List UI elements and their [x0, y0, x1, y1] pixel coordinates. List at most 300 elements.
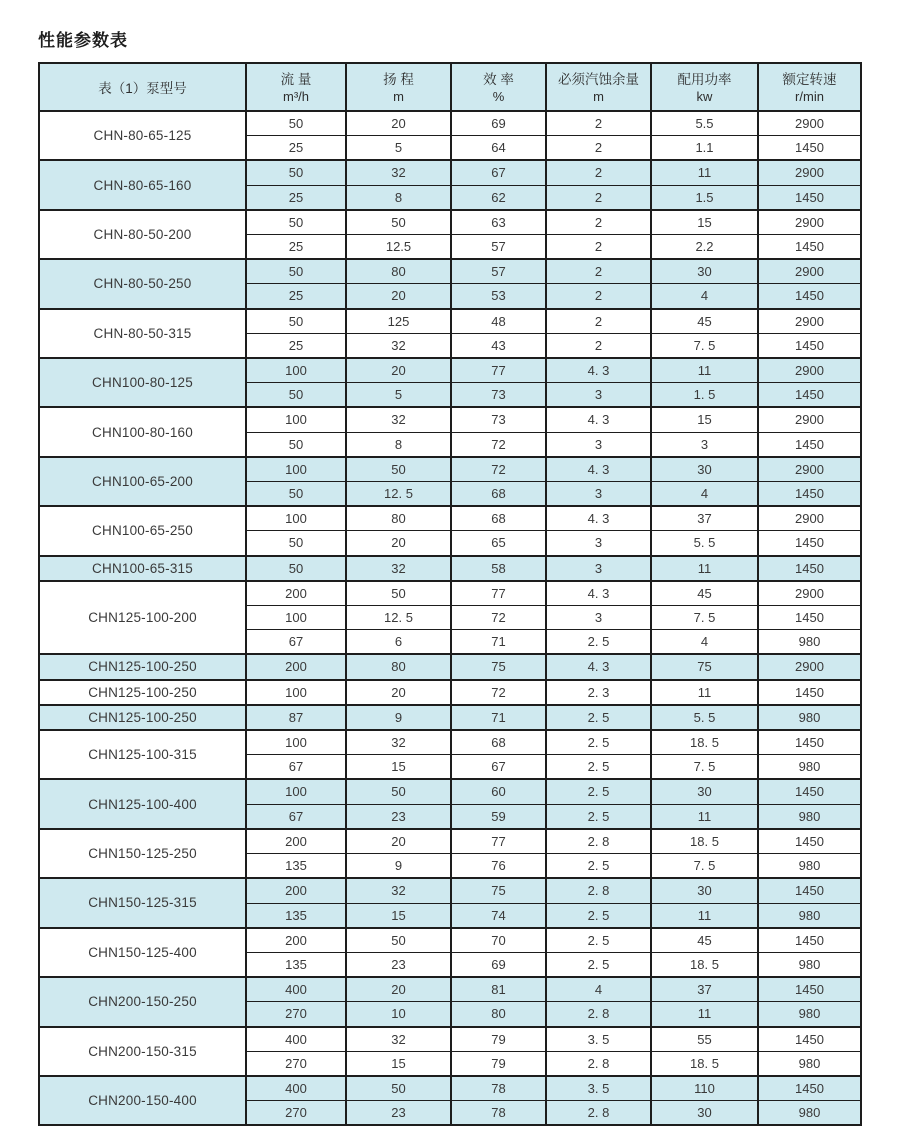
value-cell-efficiency_percent: 48	[451, 309, 546, 334]
value-cell-flow_m3_per_h: 25	[246, 136, 346, 161]
value-cell-npsh_required_m: 2. 5	[546, 903, 651, 928]
value-cell-head_m: 15	[346, 755, 451, 780]
value-cell-flow_m3_per_h: 100	[246, 779, 346, 804]
column-header-power	[651, 63, 758, 111]
value-cell-npsh_required_m: 3	[546, 531, 651, 556]
value-cell-power_kw: 45	[651, 581, 758, 606]
value-cell-rated_speed_r_per_min: 2900	[758, 111, 861, 136]
value-cell-flow_m3_per_h: 67	[246, 804, 346, 829]
value-cell-npsh_required_m: 2. 3	[546, 680, 651, 705]
pump-model-cell: CHN-80-50-200	[39, 210, 246, 259]
column-header-speed	[758, 63, 861, 111]
value-cell-rated_speed_r_per_min: 980	[758, 1051, 861, 1076]
value-cell-flow_m3_per_h: 50	[246, 111, 346, 136]
value-cell-flow_m3_per_h: 50	[246, 309, 346, 334]
value-cell-npsh_required_m: 2	[546, 111, 651, 136]
value-cell-rated_speed_r_per_min: 1450	[758, 383, 861, 408]
value-cell-rated_speed_r_per_min: 2900	[758, 407, 861, 432]
value-cell-power_kw: 18. 5	[651, 1051, 758, 1076]
value-cell-efficiency_percent: 77	[451, 581, 546, 606]
value-cell-npsh_required_m: 4. 3	[546, 457, 651, 482]
value-cell-head_m: 20	[346, 358, 451, 383]
value-cell-npsh_required_m: 3. 5	[546, 1027, 651, 1052]
column-name: 效 率	[483, 71, 514, 87]
value-cell-npsh_required_m: 2. 5	[546, 854, 651, 879]
value-cell-power_kw: 11	[651, 556, 758, 581]
value-cell-rated_speed_r_per_min: 1450	[758, 432, 861, 457]
value-cell-head_m: 12.5	[346, 235, 451, 260]
value-cell-flow_m3_per_h: 25	[246, 333, 346, 358]
column-header-flow	[246, 63, 346, 111]
value-cell-rated_speed_r_per_min: 1450	[758, 185, 861, 210]
table-row	[39, 457, 861, 482]
table-row	[39, 829, 861, 854]
value-cell-npsh_required_m: 2. 5	[546, 779, 651, 804]
value-cell-power_kw: 3	[651, 432, 758, 457]
value-cell-npsh_required_m: 2	[546, 333, 651, 358]
value-cell-rated_speed_r_per_min: 980	[758, 804, 861, 829]
value-cell-efficiency_percent: 62	[451, 185, 546, 210]
value-cell-npsh_required_m: 2	[546, 185, 651, 210]
value-cell-power_kw: 15	[651, 407, 758, 432]
value-cell-efficiency_percent: 63	[451, 210, 546, 235]
value-cell-flow_m3_per_h: 135	[246, 952, 346, 977]
pump-model-cell: CHN-80-65-160	[39, 160, 246, 209]
value-cell-rated_speed_r_per_min: 1450	[758, 531, 861, 556]
value-cell-rated_speed_r_per_min: 1450	[758, 136, 861, 161]
table-row	[39, 730, 861, 755]
value-cell-power_kw: 11	[651, 903, 758, 928]
pump-model-cell: CHN100-65-250	[39, 506, 246, 555]
value-cell-head_m: 23	[346, 804, 451, 829]
value-cell-npsh_required_m: 4	[546, 977, 651, 1002]
value-cell-head_m: 23	[346, 952, 451, 977]
value-cell-efficiency_percent: 71	[451, 705, 546, 730]
value-cell-head_m: 50	[346, 1076, 451, 1101]
value-cell-flow_m3_per_h: 100	[246, 680, 346, 705]
table-row	[39, 259, 861, 284]
value-cell-flow_m3_per_h: 100	[246, 457, 346, 482]
table-body	[39, 111, 861, 1125]
value-cell-npsh_required_m: 3	[546, 556, 651, 581]
value-cell-rated_speed_r_per_min: 1450	[758, 928, 861, 953]
value-cell-rated_speed_r_per_min: 1450	[758, 284, 861, 309]
value-cell-head_m: 80	[346, 506, 451, 531]
value-cell-head_m: 50	[346, 457, 451, 482]
value-cell-power_kw: 1. 5	[651, 383, 758, 408]
value-cell-rated_speed_r_per_min: 2900	[758, 160, 861, 185]
table-row	[39, 705, 861, 730]
value-cell-efficiency_percent: 71	[451, 630, 546, 655]
table-row	[39, 1076, 861, 1101]
value-cell-power_kw: 45	[651, 928, 758, 953]
value-cell-efficiency_percent: 53	[451, 284, 546, 309]
value-cell-rated_speed_r_per_min: 2900	[758, 654, 861, 679]
pump-model-cell: CHN-80-65-125	[39, 111, 246, 160]
column-name: 必须汽蚀余量	[558, 71, 639, 87]
table-row	[39, 111, 861, 136]
value-cell-npsh_required_m: 2. 5	[546, 804, 651, 829]
value-cell-rated_speed_r_per_min: 980	[758, 854, 861, 879]
pump-model-cell: CHN100-80-125	[39, 358, 246, 407]
pump-model-cell: CHN-80-50-315	[39, 309, 246, 358]
value-cell-power_kw: 30	[651, 1101, 758, 1126]
value-cell-npsh_required_m: 2	[546, 235, 651, 260]
value-cell-rated_speed_r_per_min: 2900	[758, 309, 861, 334]
value-cell-rated_speed_r_per_min: 1450	[758, 878, 861, 903]
value-cell-flow_m3_per_h: 270	[246, 1101, 346, 1126]
value-cell-rated_speed_r_per_min: 1450	[758, 779, 861, 804]
value-cell-flow_m3_per_h: 50	[246, 160, 346, 185]
value-cell-flow_m3_per_h: 400	[246, 977, 346, 1002]
value-cell-head_m: 32	[346, 333, 451, 358]
value-cell-efficiency_percent: 79	[451, 1051, 546, 1076]
value-cell-rated_speed_r_per_min: 2900	[758, 581, 861, 606]
value-cell-efficiency_percent: 73	[451, 407, 546, 432]
value-cell-efficiency_percent: 72	[451, 457, 546, 482]
value-cell-flow_m3_per_h: 100	[246, 506, 346, 531]
value-cell-power_kw: 1.5	[651, 185, 758, 210]
value-cell-flow_m3_per_h: 25	[246, 284, 346, 309]
table-row	[39, 878, 861, 903]
value-cell-efficiency_percent: 68	[451, 506, 546, 531]
column-unit: %	[492, 88, 505, 104]
value-cell-head_m: 9	[346, 854, 451, 879]
value-cell-efficiency_percent: 57	[451, 235, 546, 260]
value-cell-flow_m3_per_h: 87	[246, 705, 346, 730]
value-cell-power_kw: 2.2	[651, 235, 758, 260]
value-cell-head_m: 15	[346, 1051, 451, 1076]
value-cell-efficiency_percent: 69	[451, 952, 546, 977]
column-unit: m	[593, 88, 604, 104]
value-cell-efficiency_percent: 73	[451, 383, 546, 408]
value-cell-rated_speed_r_per_min: 1450	[758, 730, 861, 755]
value-cell-npsh_required_m: 2. 8	[546, 878, 651, 903]
pump-model-cell: CHN125-100-250	[39, 705, 246, 730]
table-row	[39, 407, 861, 432]
value-cell-head_m: 50	[346, 210, 451, 235]
column-header-model: 表（1）泵型号	[39, 63, 246, 111]
value-cell-efficiency_percent: 81	[451, 977, 546, 1002]
value-cell-efficiency_percent: 58	[451, 556, 546, 581]
column-header-head	[346, 63, 451, 111]
value-cell-npsh_required_m: 3	[546, 606, 651, 630]
value-cell-npsh_required_m: 2	[546, 284, 651, 309]
value-cell-flow_m3_per_h: 25	[246, 185, 346, 210]
value-cell-head_m: 20	[346, 284, 451, 309]
value-cell-head_m: 32	[346, 1027, 451, 1052]
value-cell-power_kw: 11	[651, 680, 758, 705]
value-cell-efficiency_percent: 72	[451, 606, 546, 630]
value-cell-head_m: 32	[346, 407, 451, 432]
value-cell-rated_speed_r_per_min: 2900	[758, 457, 861, 482]
value-cell-npsh_required_m: 4. 3	[546, 407, 651, 432]
value-cell-power_kw: 7. 5	[651, 333, 758, 358]
table-row	[39, 358, 861, 383]
value-cell-efficiency_percent: 78	[451, 1101, 546, 1126]
performance-parameter-table	[38, 62, 862, 1126]
pump-model-cell: CHN100-65-200	[39, 457, 246, 506]
value-cell-head_m: 8	[346, 432, 451, 457]
table-row	[39, 556, 861, 581]
value-cell-head_m: 10	[346, 1002, 451, 1027]
column-unit: m³/h	[283, 88, 309, 104]
value-cell-rated_speed_r_per_min: 980	[758, 1002, 861, 1027]
table-header	[39, 63, 861, 111]
value-cell-head_m: 12. 5	[346, 606, 451, 630]
value-cell-efficiency_percent: 72	[451, 432, 546, 457]
value-cell-rated_speed_r_per_min: 1450	[758, 680, 861, 705]
value-cell-npsh_required_m: 2. 5	[546, 705, 651, 730]
value-cell-npsh_required_m: 2. 8	[546, 1051, 651, 1076]
value-cell-npsh_required_m: 2	[546, 259, 651, 284]
value-cell-rated_speed_r_per_min: 980	[758, 755, 861, 780]
value-cell-head_m: 5	[346, 136, 451, 161]
value-cell-flow_m3_per_h: 50	[246, 531, 346, 556]
value-cell-power_kw: 7. 5	[651, 854, 758, 879]
value-cell-npsh_required_m: 2. 8	[546, 1101, 651, 1126]
page-title: 性能参数表	[38, 31, 128, 50]
value-cell-efficiency_percent: 67	[451, 755, 546, 780]
column-unit: m	[393, 88, 404, 104]
value-cell-power_kw: 30	[651, 878, 758, 903]
value-cell-npsh_required_m: 2	[546, 210, 651, 235]
table-row	[39, 928, 861, 953]
value-cell-efficiency_percent: 77	[451, 358, 546, 383]
value-cell-efficiency_percent: 72	[451, 680, 546, 705]
value-cell-power_kw: 37	[651, 506, 758, 531]
pump-model-cell: CHN125-100-250	[39, 680, 246, 705]
column-unit: r/min	[795, 88, 824, 104]
value-cell-npsh_required_m: 2. 8	[546, 829, 651, 854]
value-cell-npsh_required_m: 2	[546, 136, 651, 161]
value-cell-rated_speed_r_per_min: 1450	[758, 333, 861, 358]
value-cell-power_kw: 45	[651, 309, 758, 334]
pump-model-cell: CHN100-80-160	[39, 407, 246, 456]
value-cell-power_kw: 4	[651, 284, 758, 309]
value-cell-power_kw: 11	[651, 1002, 758, 1027]
value-cell-head_m: 20	[346, 829, 451, 854]
value-cell-power_kw: 15	[651, 210, 758, 235]
value-cell-efficiency_percent: 60	[451, 779, 546, 804]
value-cell-power_kw: 110	[651, 1076, 758, 1101]
value-cell-power_kw: 30	[651, 457, 758, 482]
value-cell-flow_m3_per_h: 200	[246, 829, 346, 854]
column-header-efficiency	[451, 63, 546, 111]
value-cell-npsh_required_m: 2. 8	[546, 1002, 651, 1027]
pump-model-cell: CHN150-125-315	[39, 878, 246, 927]
value-cell-efficiency_percent: 77	[451, 829, 546, 854]
value-cell-rated_speed_r_per_min: 980	[758, 1101, 861, 1126]
value-cell-head_m: 15	[346, 903, 451, 928]
value-cell-flow_m3_per_h: 67	[246, 755, 346, 780]
value-cell-flow_m3_per_h: 67	[246, 630, 346, 655]
value-cell-npsh_required_m: 4. 3	[546, 581, 651, 606]
value-cell-head_m: 23	[346, 1101, 451, 1126]
table-row	[39, 210, 861, 235]
pump-model-cell: CHN200-150-315	[39, 1027, 246, 1076]
column-name: 扬 程	[383, 71, 414, 87]
value-cell-efficiency_percent: 79	[451, 1027, 546, 1052]
value-cell-npsh_required_m: 2. 5	[546, 730, 651, 755]
value-cell-head_m: 5	[346, 383, 451, 408]
value-cell-rated_speed_r_per_min: 1450	[758, 1027, 861, 1052]
table-row	[39, 977, 861, 1002]
value-cell-npsh_required_m: 2	[546, 309, 651, 334]
column-name: 流 量	[280, 71, 312, 87]
value-cell-head_m: 9	[346, 705, 451, 730]
value-cell-efficiency_percent: 69	[451, 111, 546, 136]
pump-model-cell: CHN125-100-315	[39, 730, 246, 779]
value-cell-npsh_required_m: 3	[546, 482, 651, 507]
value-cell-efficiency_percent: 68	[451, 730, 546, 755]
value-cell-flow_m3_per_h: 50	[246, 432, 346, 457]
value-cell-npsh_required_m: 2. 5	[546, 755, 651, 780]
value-cell-power_kw: 7. 5	[651, 755, 758, 780]
table-row	[39, 160, 861, 185]
value-cell-flow_m3_per_h: 200	[246, 928, 346, 953]
value-cell-rated_speed_r_per_min: 1450	[758, 482, 861, 507]
value-cell-head_m: 50	[346, 581, 451, 606]
value-cell-flow_m3_per_h: 200	[246, 654, 346, 679]
value-cell-npsh_required_m: 2. 5	[546, 630, 651, 655]
value-cell-rated_speed_r_per_min: 2900	[758, 358, 861, 383]
value-cell-power_kw: 18. 5	[651, 952, 758, 977]
value-cell-efficiency_percent: 74	[451, 903, 546, 928]
value-cell-flow_m3_per_h: 270	[246, 1002, 346, 1027]
value-cell-power_kw: 37	[651, 977, 758, 1002]
value-cell-flow_m3_per_h: 50	[246, 482, 346, 507]
value-cell-head_m: 32	[346, 160, 451, 185]
value-cell-flow_m3_per_h: 100	[246, 730, 346, 755]
value-cell-rated_speed_r_per_min: 1450	[758, 977, 861, 1002]
value-cell-flow_m3_per_h: 135	[246, 854, 346, 879]
pump-model-cell: CHN150-125-400	[39, 928, 246, 977]
value-cell-power_kw: 55	[651, 1027, 758, 1052]
value-cell-head_m: 50	[346, 928, 451, 953]
value-cell-power_kw: 7. 5	[651, 606, 758, 630]
value-cell-head_m: 32	[346, 878, 451, 903]
value-cell-flow_m3_per_h: 200	[246, 878, 346, 903]
column-header-npsh	[546, 63, 651, 111]
pump-model-cell: CHN200-150-400	[39, 1076, 246, 1125]
table-row	[39, 309, 861, 334]
pump-model-cell: CHN125-100-250	[39, 654, 246, 679]
value-cell-efficiency_percent: 65	[451, 531, 546, 556]
value-cell-power_kw: 75	[651, 654, 758, 679]
value-cell-head_m: 20	[346, 111, 451, 136]
value-cell-npsh_required_m: 2	[546, 160, 651, 185]
value-cell-head_m: 80	[346, 259, 451, 284]
value-cell-efficiency_percent: 57	[451, 259, 546, 284]
value-cell-head_m: 8	[346, 185, 451, 210]
pump-model-cell: CHN125-100-400	[39, 779, 246, 828]
value-cell-efficiency_percent: 64	[451, 136, 546, 161]
pump-model-cell: CHN150-125-250	[39, 829, 246, 878]
pump-model-cell: CHN-80-50-250	[39, 259, 246, 308]
value-cell-efficiency_percent: 68	[451, 482, 546, 507]
pump-model-cell: CHN125-100-200	[39, 581, 246, 655]
value-cell-rated_speed_r_per_min: 1450	[758, 235, 861, 260]
value-cell-flow_m3_per_h: 135	[246, 903, 346, 928]
value-cell-rated_speed_r_per_min: 1450	[758, 829, 861, 854]
pump-model-cell: CHN200-150-250	[39, 977, 246, 1026]
value-cell-flow_m3_per_h: 200	[246, 581, 346, 606]
value-cell-npsh_required_m: 2. 5	[546, 952, 651, 977]
value-cell-rated_speed_r_per_min: 980	[758, 903, 861, 928]
value-cell-efficiency_percent: 70	[451, 928, 546, 953]
value-cell-flow_m3_per_h: 400	[246, 1027, 346, 1052]
value-cell-flow_m3_per_h: 100	[246, 407, 346, 432]
value-cell-rated_speed_r_per_min: 980	[758, 952, 861, 977]
value-cell-head_m: 32	[346, 556, 451, 581]
value-cell-npsh_required_m: 3	[546, 432, 651, 457]
column-name: 额定转速	[782, 71, 837, 87]
value-cell-power_kw: 11	[651, 160, 758, 185]
value-cell-power_kw: 5.5	[651, 111, 758, 136]
table-row	[39, 654, 861, 679]
value-cell-head_m: 50	[346, 779, 451, 804]
value-cell-efficiency_percent: 67	[451, 160, 546, 185]
value-cell-head_m: 20	[346, 680, 451, 705]
value-cell-power_kw: 11	[651, 358, 758, 383]
value-cell-head_m: 125	[346, 309, 451, 334]
value-cell-power_kw: 4	[651, 482, 758, 507]
value-cell-flow_m3_per_h: 50	[246, 210, 346, 235]
value-cell-head_m: 6	[346, 630, 451, 655]
value-cell-efficiency_percent: 75	[451, 878, 546, 903]
header-row	[39, 63, 861, 111]
value-cell-npsh_required_m: 2. 5	[546, 928, 651, 953]
pump-model-cell: CHN100-65-315	[39, 556, 246, 581]
value-cell-rated_speed_r_per_min: 980	[758, 630, 861, 655]
value-cell-npsh_required_m: 4. 3	[546, 358, 651, 383]
value-cell-flow_m3_per_h: 270	[246, 1051, 346, 1076]
value-cell-npsh_required_m: 3. 5	[546, 1076, 651, 1101]
value-cell-head_m: 32	[346, 730, 451, 755]
table-row	[39, 779, 861, 804]
value-cell-flow_m3_per_h: 50	[246, 556, 346, 581]
column-name: 配用功率	[677, 71, 732, 87]
table-row	[39, 581, 861, 606]
column-unit: kw	[696, 88, 713, 104]
value-cell-efficiency_percent: 59	[451, 804, 546, 829]
value-cell-rated_speed_r_per_min: 2900	[758, 506, 861, 531]
table-row	[39, 506, 861, 531]
value-cell-power_kw: 18. 5	[651, 730, 758, 755]
value-cell-rated_speed_r_per_min: 2900	[758, 259, 861, 284]
value-cell-flow_m3_per_h: 25	[246, 235, 346, 260]
value-cell-npsh_required_m: 4. 3	[546, 654, 651, 679]
value-cell-rated_speed_r_per_min: 980	[758, 705, 861, 730]
value-cell-flow_m3_per_h: 50	[246, 383, 346, 408]
value-cell-head_m: 12. 5	[346, 482, 451, 507]
value-cell-npsh_required_m: 3	[546, 383, 651, 408]
value-cell-rated_speed_r_per_min: 1450	[758, 606, 861, 630]
value-cell-head_m: 80	[346, 654, 451, 679]
value-cell-rated_speed_r_per_min: 2900	[758, 210, 861, 235]
value-cell-rated_speed_r_per_min: 1450	[758, 556, 861, 581]
value-cell-efficiency_percent: 78	[451, 1076, 546, 1101]
value-cell-head_m: 20	[346, 531, 451, 556]
value-cell-rated_speed_r_per_min: 1450	[758, 1076, 861, 1101]
value-cell-power_kw: 5. 5	[651, 705, 758, 730]
table-row	[39, 1027, 861, 1052]
value-cell-power_kw: 18. 5	[651, 829, 758, 854]
value-cell-efficiency_percent: 76	[451, 854, 546, 879]
table-row	[39, 680, 861, 705]
value-cell-efficiency_percent: 43	[451, 333, 546, 358]
